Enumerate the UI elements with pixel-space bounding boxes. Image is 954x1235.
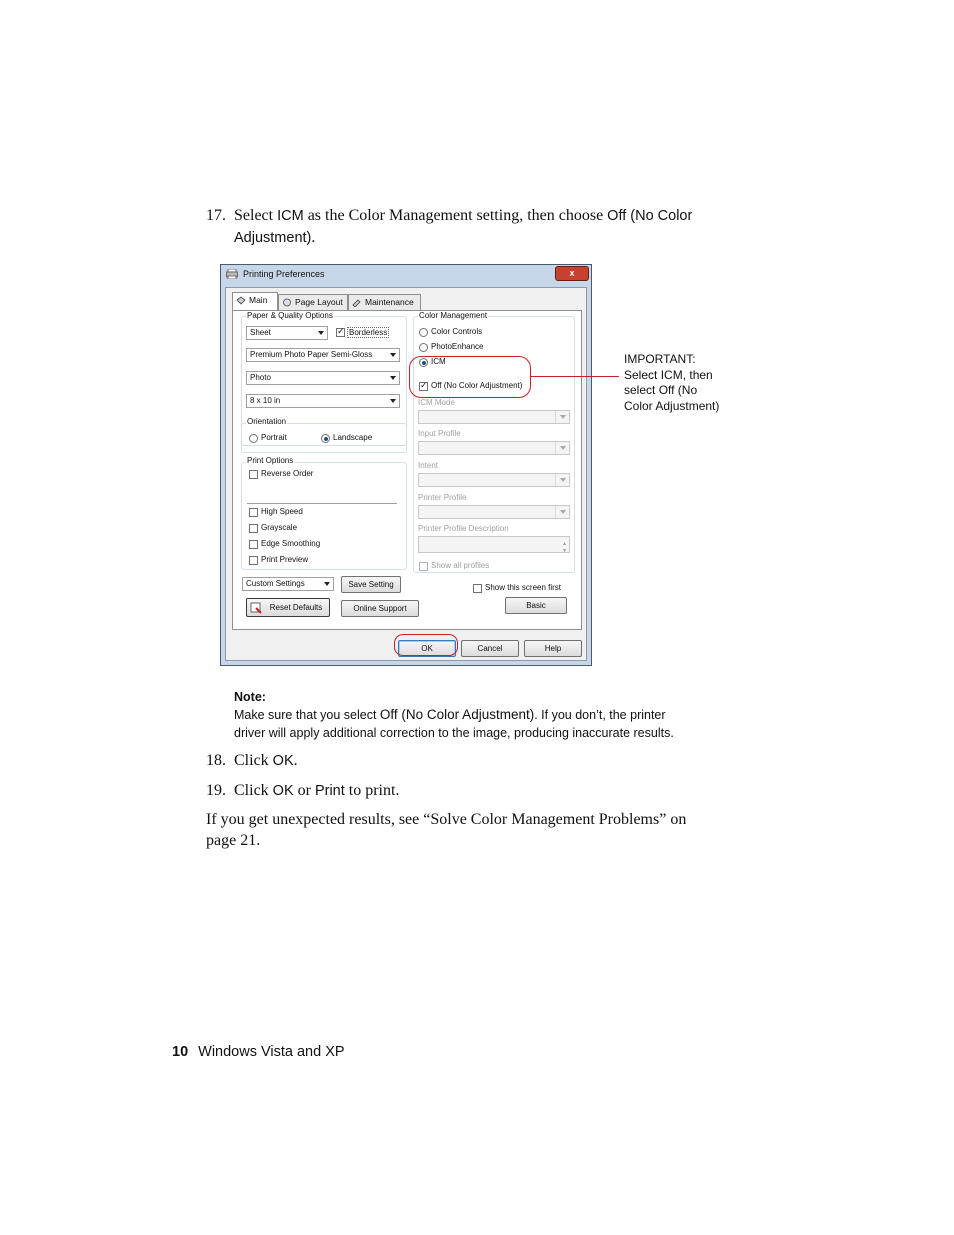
grayscale-checkbox[interactable] bbox=[249, 524, 258, 533]
show-screen-first-checkbox[interactable] bbox=[473, 584, 482, 593]
off-no-color-label: Off (No Color Adjustment) bbox=[431, 381, 523, 390]
icm-mode-label: ICM Mode bbox=[418, 398, 455, 407]
help-button[interactable]: Help bbox=[524, 640, 582, 657]
landscape-radio[interactable] bbox=[321, 434, 330, 443]
cancel-button[interactable]: Cancel bbox=[461, 640, 519, 657]
note-title: Note: bbox=[234, 690, 266, 704]
photoenhance-radio[interactable] bbox=[419, 343, 428, 352]
tab-page-layout[interactable] bbox=[278, 294, 348, 310]
step-17-text-a: Select bbox=[234, 207, 278, 224]
step-19-number: 19. bbox=[206, 782, 226, 799]
step-19-print: Print bbox=[314, 783, 345, 799]
close-button[interactable]: x bbox=[555, 266, 589, 281]
page-layout-icon bbox=[282, 298, 292, 307]
reset-defaults-button[interactable] bbox=[246, 598, 330, 617]
callout-line-4: Color Adjustment) bbox=[624, 398, 720, 413]
note-line-1: Make sure that you select Off (No Color Adjustment). If you don’t, the printer bbox=[234, 707, 666, 722]
paragraph-line-1: If you get unexpected results, see “Solve Color Management Problems” on bbox=[206, 811, 687, 828]
tab-maintenance[interactable] bbox=[348, 294, 421, 310]
step-17-period: . bbox=[311, 229, 316, 246]
dialog-title: Printing Preferences bbox=[243, 269, 325, 279]
printer-profile-select[interactable] bbox=[418, 505, 570, 519]
color-management-group-label: Color Management bbox=[419, 311, 488, 320]
input-profile-select[interactable] bbox=[418, 441, 570, 455]
show-all-profiles-label: Show all profiles bbox=[431, 561, 490, 570]
color-controls-radio[interactable] bbox=[419, 328, 428, 337]
step-18-ok: OK bbox=[272, 753, 294, 769]
printing-preferences-dialog bbox=[220, 264, 592, 666]
reset-icon bbox=[250, 602, 262, 614]
paper-type-select[interactable]: Premium Photo Paper Semi-Gloss bbox=[246, 348, 400, 362]
step-17-icm: ICM bbox=[277, 208, 304, 224]
main-tab-icon bbox=[236, 296, 246, 305]
grayscale-label: Grayscale bbox=[261, 523, 298, 532]
paper-source-select[interactable]: Sheet bbox=[246, 326, 328, 340]
print-options-divider bbox=[247, 503, 397, 504]
ok-highlight-oval bbox=[394, 634, 458, 656]
photoenhance-label: PhotoEnhance bbox=[431, 342, 484, 351]
paper-quality-group-label: Paper & Quality Options bbox=[247, 311, 333, 320]
important-callout bbox=[624, 352, 719, 414]
printer-profile-description-box[interactable] bbox=[418, 536, 570, 553]
dialog-titlebar bbox=[221, 265, 591, 285]
maintenance-icon bbox=[352, 298, 362, 307]
callout-line bbox=[531, 376, 619, 377]
callout-line-3: select Off (No bbox=[624, 383, 698, 397]
high-speed-label: High Speed bbox=[261, 507, 303, 516]
scroll-down-icon[interactable]: ▼ bbox=[562, 548, 567, 554]
print-options-group bbox=[241, 462, 407, 570]
troubleshoot-paragraph bbox=[206, 809, 736, 851]
dialog-client bbox=[225, 287, 587, 661]
input-profile-label: Input Profile bbox=[418, 429, 461, 438]
paper-size-select[interactable]: 8 x 10 in bbox=[246, 394, 400, 408]
step-17-off: Off (No Color bbox=[607, 208, 693, 224]
step-17-number: 17. bbox=[206, 207, 226, 224]
icm-highlight-oval bbox=[409, 356, 531, 398]
show-all-profiles-checkbox[interactable] bbox=[419, 562, 428, 571]
callout-line-2: Select ICM, then bbox=[624, 367, 713, 382]
tab-main-label: Main bbox=[249, 295, 268, 305]
printer-icon bbox=[226, 269, 238, 279]
reverse-order-label: Reverse Order bbox=[261, 469, 314, 478]
print-preview-label: Print Preview bbox=[261, 555, 309, 564]
icm-mode-select[interactable] bbox=[418, 410, 570, 424]
scroll-up-icon[interactable]: ▲ bbox=[562, 541, 567, 547]
custom-settings-select[interactable]: Custom Settings bbox=[242, 577, 334, 591]
page-footer bbox=[172, 1043, 345, 1061]
print-options-group-label: Print Options bbox=[247, 456, 294, 465]
paragraph-line-2: page 21. bbox=[206, 832, 261, 849]
reverse-order-checkbox[interactable] bbox=[249, 470, 258, 479]
edge-smoothing-label: Edge Smoothing bbox=[261, 539, 321, 548]
page-number: 10 bbox=[172, 1044, 189, 1060]
show-screen-first-label: Show this screen first bbox=[485, 583, 562, 592]
section-title: Windows Vista and XP bbox=[198, 1044, 345, 1060]
intent-label: Intent bbox=[418, 461, 439, 470]
basic-button[interactable]: Basic bbox=[505, 597, 567, 614]
note-block bbox=[234, 688, 754, 742]
reset-defaults-label: Reset Defaults bbox=[269, 603, 323, 612]
portrait-label: Portrait bbox=[261, 433, 287, 442]
borderless-label: Borderless bbox=[349, 328, 388, 337]
edge-smoothing-checkbox[interactable] bbox=[249, 540, 258, 549]
color-controls-label: Color Controls bbox=[431, 327, 483, 336]
callout-heading: IMPORTANT: bbox=[624, 352, 696, 366]
main-tab-panel bbox=[232, 310, 582, 630]
borderless-checkbox[interactable] bbox=[336, 328, 345, 337]
tab-maintenance-label: Maintenance bbox=[365, 297, 414, 307]
print-preview-checkbox[interactable] bbox=[249, 556, 258, 565]
printer-profile-label: Printer Profile bbox=[418, 493, 467, 502]
save-setting-button[interactable]: Save Setting bbox=[341, 576, 401, 593]
orientation-group-label: Orientation bbox=[247, 417, 287, 426]
step-17-adjustment: Adjustment) bbox=[234, 230, 312, 246]
step-18-number: 18. bbox=[206, 752, 226, 769]
tab-main[interactable] bbox=[232, 292, 278, 310]
tab-page-layout-label: Page Layout bbox=[295, 297, 343, 307]
online-support-button[interactable]: Online Support bbox=[341, 600, 419, 617]
note-line-2: driver will apply additional correction to the image, producing inaccurate results. bbox=[234, 726, 674, 740]
landscape-label: Landscape bbox=[333, 433, 373, 442]
step-19-ok: OK bbox=[272, 783, 294, 799]
intent-select[interactable] bbox=[418, 473, 570, 487]
quality-select[interactable]: Photo bbox=[246, 371, 400, 385]
high-speed-checkbox[interactable] bbox=[249, 508, 258, 517]
step-17-text-b: as the Color Management setting, then choose bbox=[303, 207, 608, 224]
icm-label: ICM bbox=[431, 357, 446, 366]
ok-button[interactable]: OK bbox=[398, 640, 456, 657]
printer-profile-description-label: Printer Profile Description bbox=[418, 524, 509, 533]
portrait-radio[interactable] bbox=[249, 434, 258, 443]
